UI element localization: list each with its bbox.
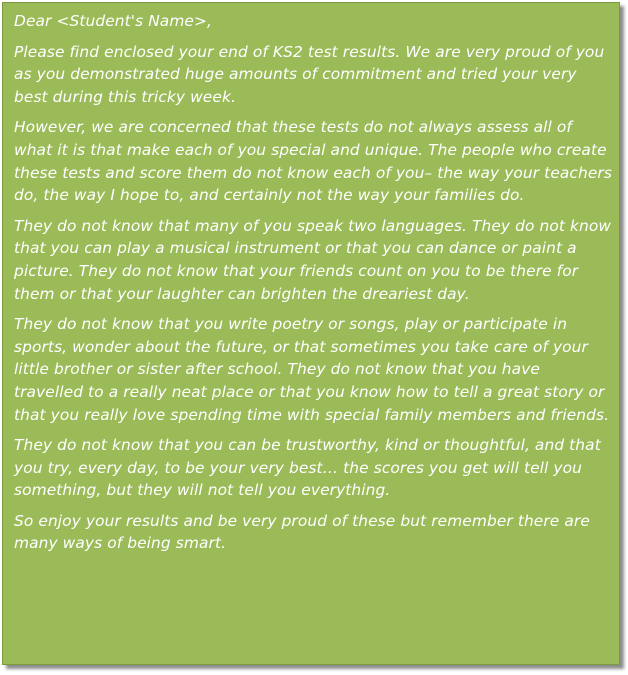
letter-paragraph-closing: So enjoy your results and be very proud of these but remember there are many ways of being smart. (14, 511, 590, 553)
letter-paragraph-languages: They do not know that many of you speak two languages. They do not know that you can play a musical instrument or that you can dance or paint a picture. They do not know that your friends count on you to be there for them or that your laughter can brighten the dreariest day. (14, 216, 612, 303)
letter-greeting: Dear <Student's Name>, (14, 12, 212, 30)
letter-paragraph-poetry: They do not know that you write poetry or songs, play or participate in sports, wonder about the future, or that sometimes you take care of your little brother or sister after school. They do not know that you have travelled to a really neat place or that you know how to tell a great story or that you really love spending time with special family members and friends. (14, 315, 610, 424)
letter-paragraph-trustworthy: They do not know that you can be trustworthy, kind or thoughtful, and that you try, every day, to be your very best… the scores you get will tell you something, but they will not tell you everything. (14, 436, 601, 500)
letter-box (2, 2, 620, 665)
letter-paragraph-results: Please find enclosed your end of KS2 test results. We are very proud of you as you demonstrated huge amounts of commitment and tried your very best during this tricky week. (14, 42, 605, 106)
letter-paragraph-concern: However, we are concerned that these tests do not always assess all of what it is that make each of you special and unique. The people who create these tests and score them do not know each of you– the way your teachers do, the way I hope to, and certainly not the way your families do. (14, 118, 612, 205)
